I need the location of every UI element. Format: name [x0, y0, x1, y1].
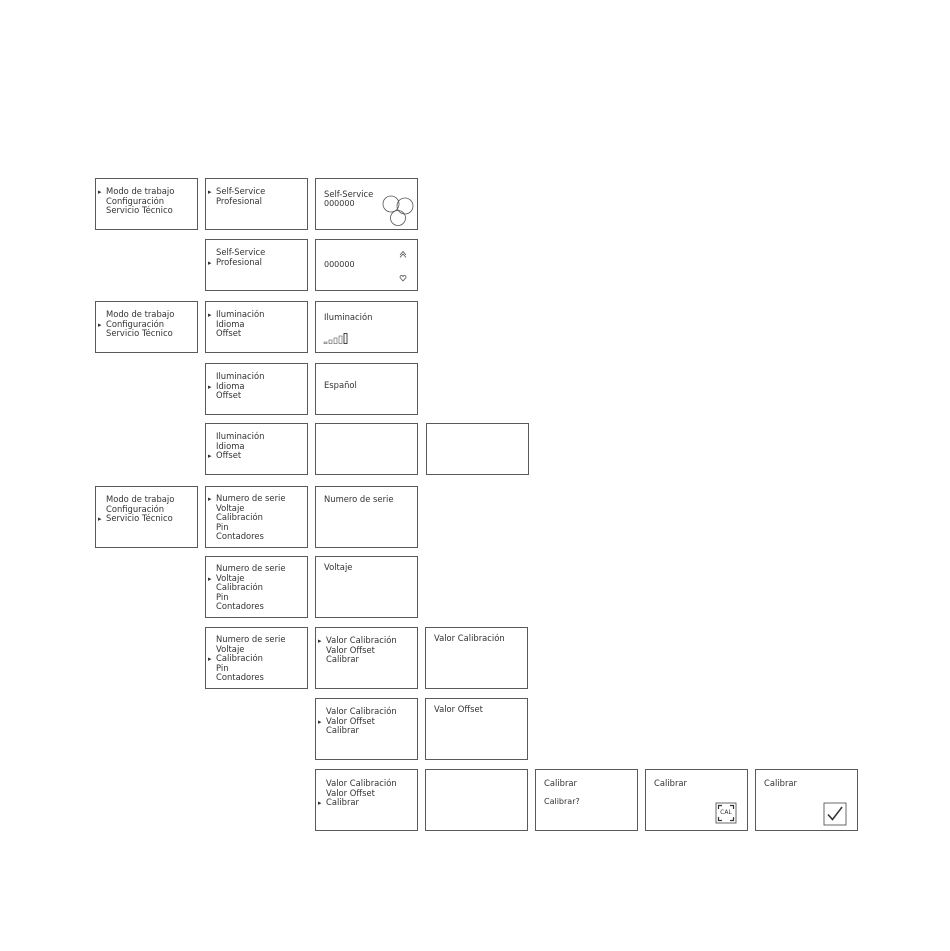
menu-item-label: Iluminación [216, 309, 265, 319]
menu-list [318, 778, 397, 807]
menu-item-selected [318, 797, 397, 807]
menu-item-label: Numero de serie [216, 563, 286, 573]
menu-item-label: Idioma [216, 440, 245, 451]
menu-item-label: Iluminación [216, 431, 265, 441]
menu-item [208, 329, 264, 339]
menu-list [98, 495, 174, 524]
menu-item [208, 391, 264, 401]
menu-item-label: Contadores [216, 601, 264, 612]
menu-item-label: Modo de trabajo [106, 309, 175, 319]
counter-value: 000000 [324, 260, 355, 269]
menu-item-label: Voltaje [216, 502, 245, 513]
checkmark-box-icon [823, 802, 847, 826]
calibrar-confirm-screen [535, 769, 638, 831]
valor-calibracion-screen [425, 627, 528, 689]
selection-marker-icon: ▸ [98, 188, 102, 196]
menu-list [208, 564, 286, 612]
menu-item-label: Voltaje [216, 643, 245, 654]
selection-marker-icon: ▸ [318, 717, 322, 726]
menu-item-label: Contadores [216, 672, 264, 683]
cal-label: CAL [720, 809, 732, 816]
menu-item-label: Calibración [216, 582, 263, 593]
self-service-screen [315, 178, 418, 230]
menu-item [318, 778, 397, 788]
voltaje-screen [315, 556, 418, 618]
service-menu-screen-1 [205, 486, 308, 548]
counter-value: 000000 [324, 199, 355, 208]
selection-marker-icon: ▸ [208, 382, 212, 391]
calib-menu-screen-2 [315, 698, 418, 760]
menu-list [318, 706, 397, 735]
menu-item-label: Pin [216, 662, 229, 673]
menu-item-selected [208, 451, 264, 461]
selection-marker-icon: ▸ [208, 655, 212, 664]
screen-title: Valor Calibración [434, 633, 505, 643]
idioma-screen [315, 363, 418, 415]
menu-item-label: Idioma [216, 380, 245, 391]
menu-list [208, 494, 286, 542]
selection-marker-icon: ▸ [208, 574, 212, 583]
menu-item-label: Configuración [106, 503, 165, 514]
profesional-screen [315, 239, 418, 291]
offset-screen-blank-1 [315, 423, 418, 475]
selection-marker-icon: ▸ [318, 637, 322, 645]
screen-title: Calibrar [544, 778, 577, 788]
menu-list [208, 372, 264, 401]
menu-list [98, 310, 174, 339]
menu-item-label: Valor Offset [326, 787, 375, 798]
config-menu-screen-3 [205, 423, 308, 475]
screen-title: Valor Offset [434, 704, 483, 714]
menu-item-label: Pin [216, 521, 229, 532]
menu-item-label: Calibrar [326, 654, 359, 665]
menu-item-label: Configuración [106, 318, 165, 329]
screen-title: Calibrar [654, 778, 687, 788]
config-menu-screen-1 [205, 301, 308, 353]
menu-item-label: Calibración [216, 653, 263, 664]
screen-title: Self-Service [324, 189, 374, 199]
menu-item-label: Numero de serie [216, 493, 286, 503]
menu-item-label: Offset [216, 328, 242, 339]
menu-item-label: Calibrar [326, 725, 359, 736]
menu-list [208, 635, 286, 683]
selection-marker-icon: ▸ [98, 320, 102, 329]
calibrar-progress-screen [645, 769, 748, 831]
menu-list [318, 635, 397, 664]
menu-item-label: Iluminación [216, 371, 265, 381]
menu-item [98, 329, 174, 339]
chevron-up-icon [398, 249, 408, 259]
menu-item-label: Contadores [216, 531, 264, 542]
calib-menu-screen-3 [315, 769, 418, 831]
menu-item-label: Servicio Técnico [106, 328, 173, 339]
menu-list [208, 310, 264, 339]
heart-down-icon [398, 273, 408, 283]
menu-item-selected [98, 514, 174, 524]
menu-item [208, 602, 286, 612]
menu-item-label: Valor Offset [326, 644, 375, 655]
cal-frame-icon [715, 802, 737, 824]
config-menu-screen-2 [205, 363, 308, 415]
calib-menu-screen-1 [315, 627, 418, 689]
menu-item-label: Valor Calibración [326, 635, 397, 645]
screen-title: Voltaje [324, 562, 353, 572]
mode-menu-screen-2 [205, 239, 308, 291]
menu-item [318, 706, 397, 716]
screen-title: Calibrar [764, 778, 797, 788]
offset-screen-blank-2 [426, 423, 529, 475]
service-menu-screen-2 [205, 556, 308, 618]
menu-list [208, 248, 265, 267]
valor-offset-screen [425, 698, 528, 760]
calibrar-done-screen [755, 769, 858, 831]
menu-item-label: Valor Calibración [326, 778, 397, 788]
menu-item [318, 725, 397, 735]
menu-item [318, 654, 397, 664]
selection-marker-icon: ▸ [208, 188, 212, 196]
service-menu-screen-3 [205, 627, 308, 689]
menu-item-label: Servicio Técnico [106, 513, 173, 524]
main-menu-screen-3 [95, 486, 198, 548]
menu-list [208, 432, 264, 461]
menu-item-label: Idioma [216, 318, 245, 329]
screen-title: Iluminación [324, 312, 373, 322]
menu-item-label: Voltaje [216, 572, 245, 583]
menu-item-selected [208, 258, 265, 268]
main-menu-screen-2 [95, 301, 198, 353]
menu-item-selected [318, 716, 397, 726]
menu-item-label: Offset [216, 450, 242, 461]
numero-serie-screen [315, 486, 418, 548]
menu-item-label: Servicio Técnico [106, 205, 173, 216]
menu-list [208, 187, 265, 206]
screen-title: Numero de serie [324, 494, 394, 504]
mode-menu-screen-1 [205, 178, 308, 230]
selection-marker-icon: ▸ [98, 515, 102, 524]
menu-item-label: Valor Calibración [326, 706, 397, 716]
menu-item [318, 788, 397, 798]
menu-item [208, 197, 265, 207]
menu-item-label: Pin [216, 591, 229, 602]
menu-item-selected [318, 635, 397, 645]
menu-item [208, 673, 286, 683]
selection-marker-icon: ▸ [208, 495, 212, 503]
menu-item-label: Profesional [216, 256, 262, 267]
main-menu-screen-1 [95, 178, 198, 230]
menu-item-label: Valor Offset [326, 715, 375, 726]
menu-item-label: Calibrar [326, 797, 359, 808]
three-circles-icon [381, 193, 415, 227]
confirm-prompt: Calibrar? [544, 797, 580, 806]
menu-item-label: Profesional [216, 195, 262, 206]
menu-item-label: Modo de trabajo [106, 186, 175, 196]
iluminacion-screen [315, 301, 418, 353]
brightness-bars-icon [323, 332, 351, 345]
menu-item-label: Configuración [106, 195, 165, 206]
menu-item-label: Calibración [216, 512, 263, 523]
calibrar-blank-screen [425, 769, 528, 831]
menu-item [318, 645, 397, 655]
menu-list [98, 187, 174, 216]
menu-item-label: Modo de trabajo [106, 494, 175, 504]
selection-marker-icon: ▸ [208, 311, 212, 319]
selection-marker-icon: ▸ [208, 452, 212, 461]
selection-marker-icon: ▸ [208, 258, 212, 267]
menu-item-label: Self-Service [216, 186, 266, 196]
menu-item-label: Offset [216, 390, 242, 401]
menu-item-label: Self-Service [216, 247, 266, 257]
menu-item [98, 206, 174, 216]
selection-marker-icon: ▸ [318, 799, 322, 808]
menu-item [208, 532, 286, 542]
language-value: Español [324, 380, 357, 390]
menu-item-label: Numero de serie [216, 634, 286, 644]
